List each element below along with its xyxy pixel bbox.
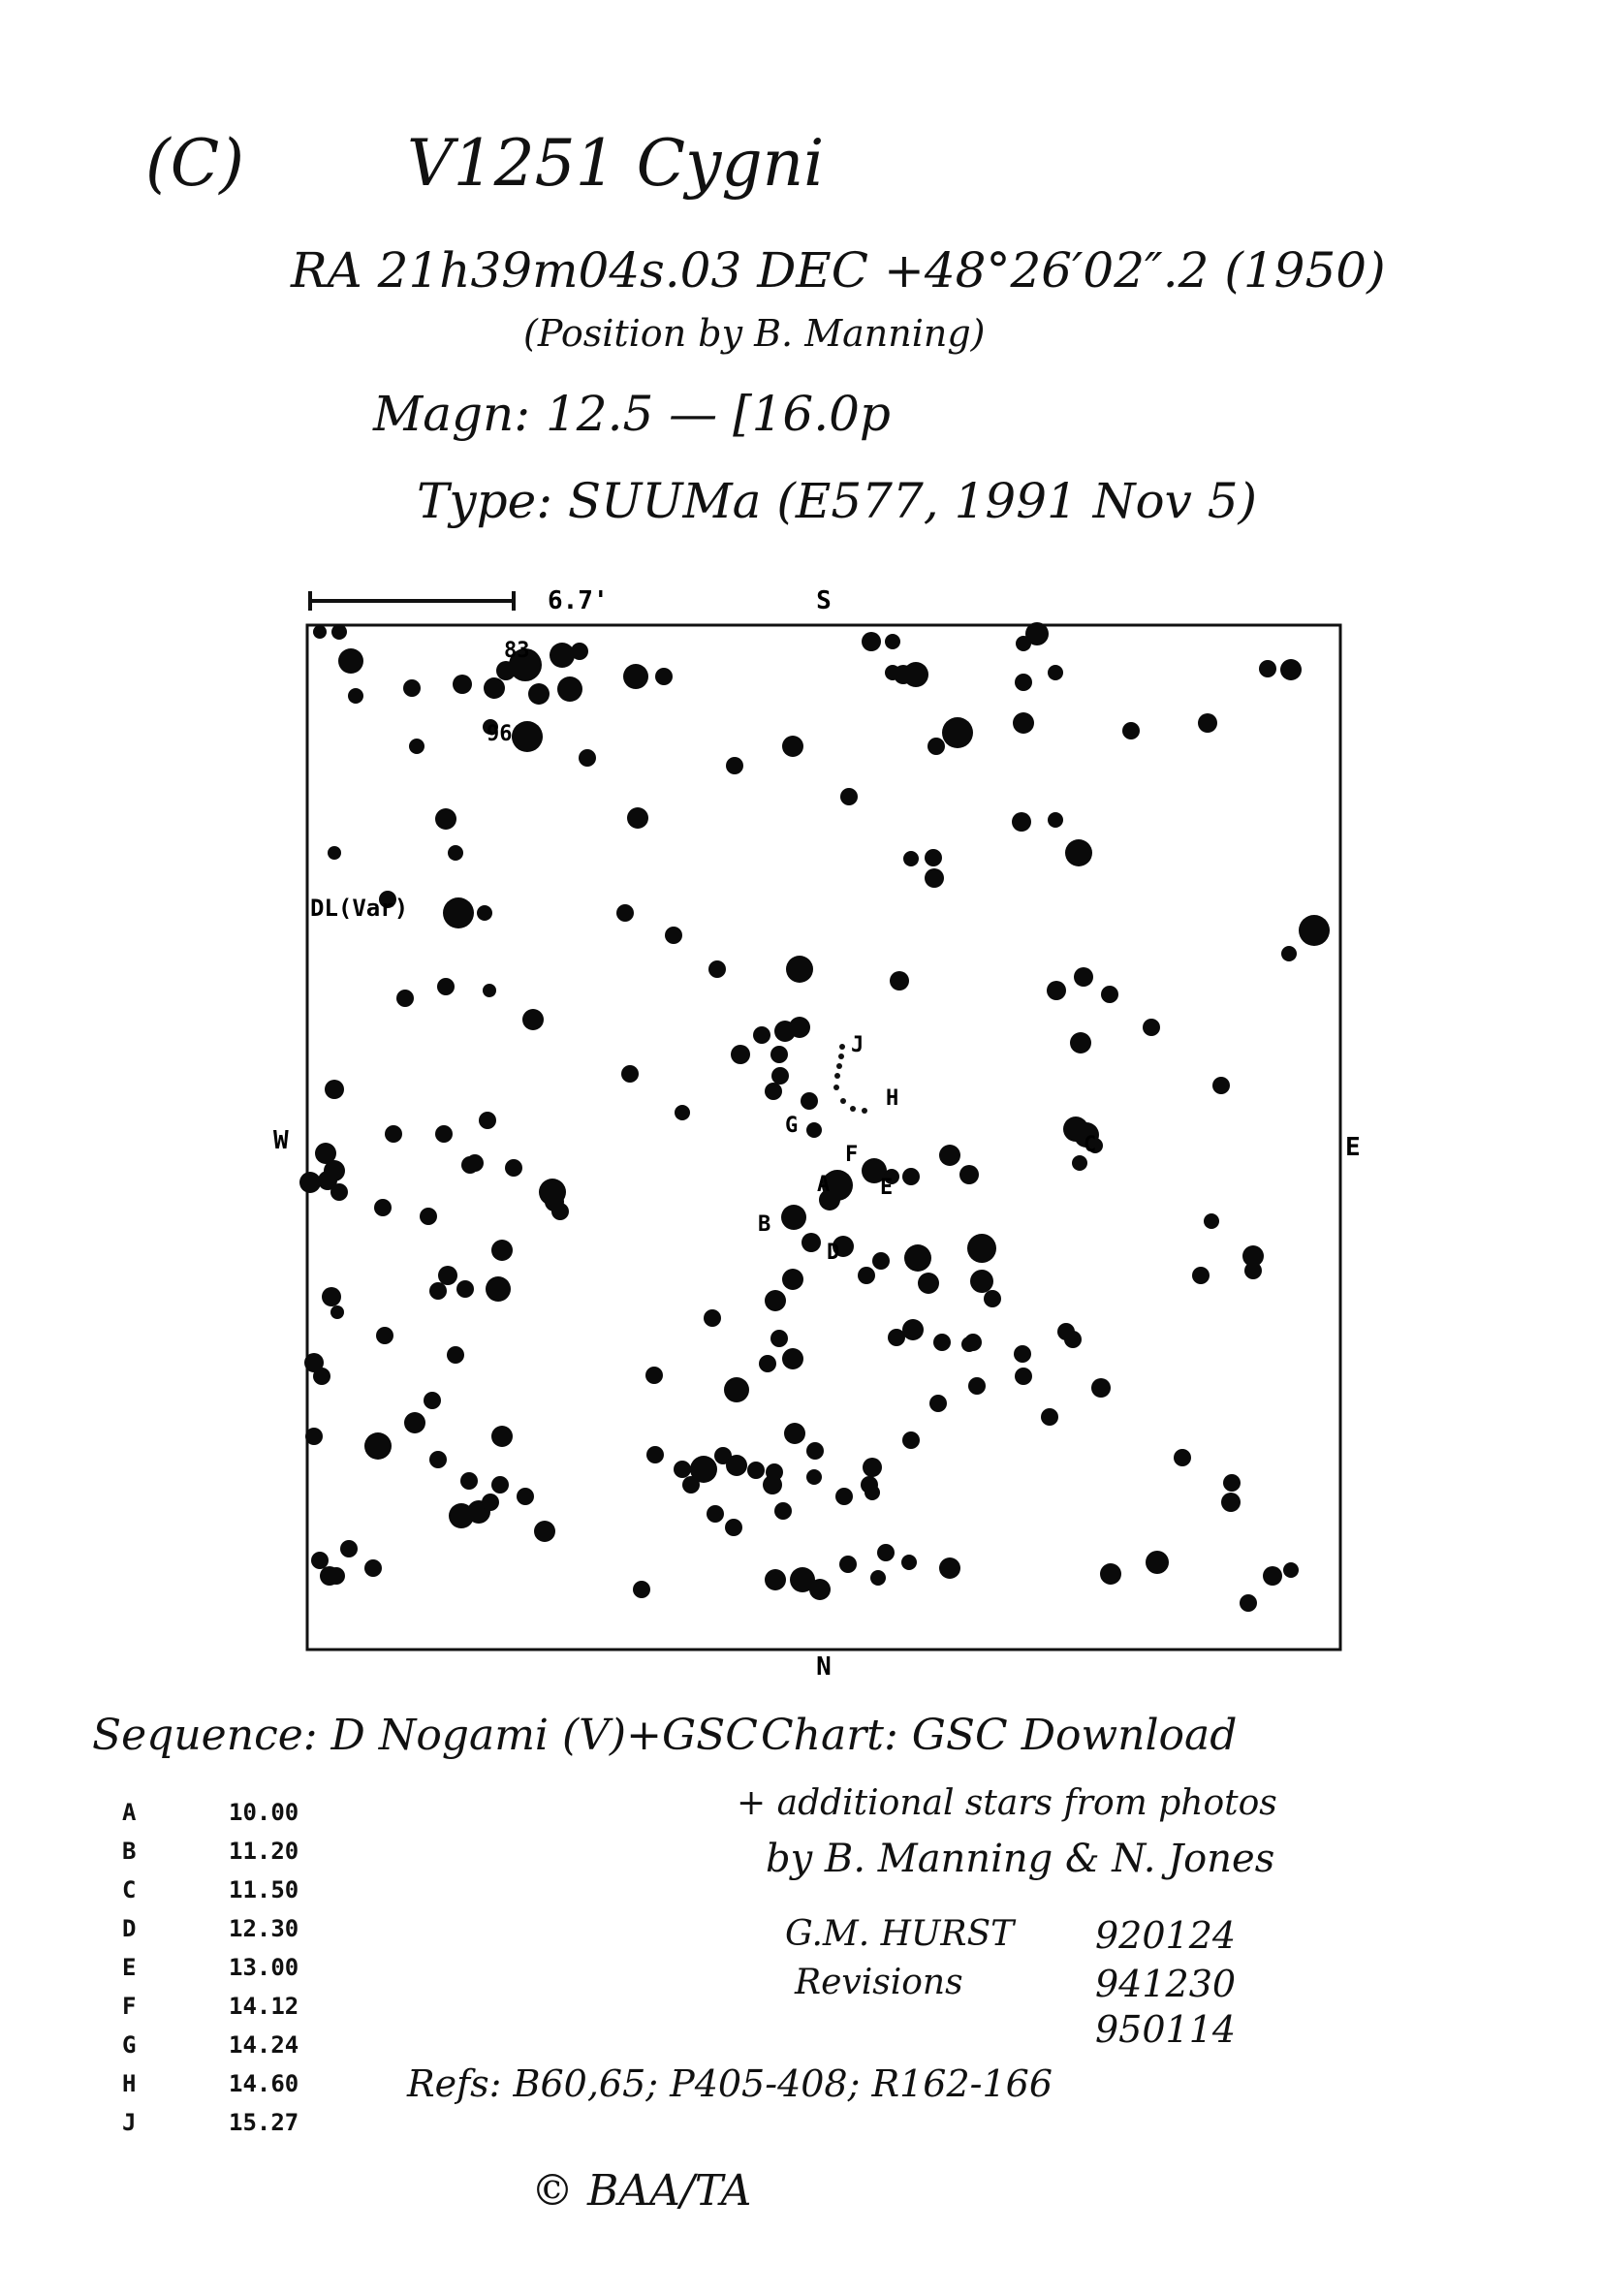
star-dot: [364, 1559, 382, 1577]
star-dot: [675, 1105, 690, 1120]
star-dot: [770, 1046, 788, 1063]
star-dot: [522, 1009, 544, 1030]
star-dot: [802, 1233, 821, 1252]
star-dot: [806, 1122, 822, 1138]
sequence-letter: D: [122, 1915, 137, 1942]
compiler-name: G.M. HURST: [785, 1914, 1015, 1954]
star-dot: [927, 738, 945, 755]
star-dot: [348, 688, 363, 704]
star-dot: [862, 632, 881, 651]
star-dot: [1143, 1019, 1160, 1036]
star-dot: [1012, 812, 1031, 832]
star-dot: [456, 1280, 474, 1298]
revision-date: 950114: [1095, 2008, 1237, 2051]
star-dot: [782, 736, 803, 757]
star-dot: [1100, 1563, 1121, 1585]
star-dot: [665, 927, 682, 944]
star-dot: [338, 648, 363, 674]
star-dot: [313, 625, 327, 639]
star-dot: [505, 1159, 522, 1177]
star-dot: [299, 1172, 321, 1193]
star-dot: [385, 1125, 402, 1143]
star-dot: [328, 846, 341, 860]
star-dot: [961, 1337, 977, 1352]
star-dot: [1015, 1368, 1032, 1385]
star-dot: [491, 1240, 513, 1261]
star-dot: [633, 1581, 650, 1598]
track-dot: [850, 1106, 856, 1112]
direction-right: E: [1345, 1133, 1361, 1162]
star-dot: [1174, 1449, 1191, 1466]
star-title: V1251 Cygni: [407, 126, 825, 201]
chart-source: Chart: GSC Download: [761, 1711, 1238, 1760]
track-dot: [833, 1085, 839, 1090]
star-dot: [409, 739, 424, 754]
star-dot: [967, 1234, 996, 1263]
star-dot: [1013, 712, 1034, 734]
star-dot: [571, 643, 588, 660]
star-dot: [903, 851, 919, 866]
star-dot: [789, 1017, 810, 1038]
star-dot: [1221, 1493, 1241, 1512]
star-dot: [763, 1475, 782, 1494]
chart-source-note: + additional stars from photos: [737, 1783, 1277, 1823]
star-dot: [551, 1203, 569, 1220]
star-label-b: B: [758, 1212, 771, 1237]
star-dot: [970, 1270, 993, 1293]
star-dot: [621, 1065, 639, 1083]
star-dot: [933, 1334, 951, 1351]
star-dot: [1064, 1331, 1082, 1348]
star-dot: [786, 956, 813, 983]
star-dot: [801, 1092, 818, 1110]
sequence-letter: H: [122, 2070, 137, 2097]
star-dot: [770, 1330, 788, 1347]
star-dot: [726, 1455, 747, 1476]
star-dot: [1074, 967, 1093, 987]
star-dot: [424, 1392, 441, 1409]
copyright: © BAA/TA: [531, 2166, 752, 2216]
track-dot: [862, 1108, 867, 1114]
star-dot: [1122, 722, 1140, 739]
star-dot: [517, 1488, 534, 1505]
star-dot: [646, 1446, 664, 1463]
star-dot: [1299, 915, 1330, 946]
sequence-magnitude: 12.30: [229, 1915, 299, 1942]
star-dot: [753, 1026, 770, 1044]
star-dot: [1041, 1408, 1058, 1426]
track-dot: [834, 1073, 840, 1079]
star-dot: [1070, 1032, 1091, 1054]
star-dot: [726, 757, 743, 774]
star-dot: [579, 749, 596, 767]
star-label-d: D: [827, 1241, 840, 1265]
star-label-g: G: [785, 1114, 799, 1138]
star-dot: [939, 1145, 960, 1166]
star-dot: [429, 1451, 447, 1468]
star-dot: [512, 721, 543, 752]
star-dot: [674, 1461, 691, 1478]
star-dot: [313, 1368, 330, 1385]
star-dot: [443, 897, 474, 928]
sequence-magnitude: 11.50: [229, 1876, 299, 1903]
star-dot: [340, 1540, 358, 1557]
direction-bottom: N: [816, 1652, 832, 1682]
sequence-magnitude: 14.12: [229, 1993, 299, 2020]
star-dot: [872, 1252, 890, 1270]
star-dot: [486, 1276, 511, 1302]
chart-label: (C): [145, 126, 244, 201]
sequence-letter: B: [122, 1838, 137, 1865]
star-dot: [902, 1431, 920, 1449]
star-dot: [942, 717, 973, 748]
star-dot: [690, 1456, 717, 1483]
star-dot: [623, 664, 648, 689]
star-dot: [376, 1327, 393, 1344]
track-dot: [838, 1054, 844, 1059]
star-dot: [1015, 674, 1032, 691]
sequence-letter: E: [122, 1954, 137, 1981]
star-field: [299, 622, 1330, 1612]
star-dot: [806, 1469, 822, 1485]
star-dot: [364, 1432, 392, 1460]
star-dot: [453, 675, 472, 694]
star-dot: [771, 1067, 789, 1085]
star-dot: [1091, 1378, 1111, 1398]
star-dot: [325, 1080, 344, 1099]
star-label-a: A: [817, 1173, 831, 1197]
star-dot: [447, 1346, 464, 1364]
star-dot: [1198, 713, 1217, 733]
star-dot: [1101, 986, 1118, 1003]
star-dot: [724, 1377, 749, 1402]
star-dot: [534, 1521, 555, 1542]
sequence-magnitude: 14.60: [229, 2070, 299, 2097]
star-dot: [782, 1269, 803, 1290]
star-dot: [420, 1208, 437, 1225]
star-dot: [322, 1287, 341, 1306]
star-dot: [925, 868, 944, 888]
star-dot: [782, 1348, 803, 1369]
star-dot: [616, 904, 634, 922]
track-dot: [840, 1098, 846, 1104]
star-chart: [271, 572, 1376, 1686]
star-dot: [901, 1555, 917, 1570]
star-dot: [330, 1183, 348, 1201]
star-dot: [550, 643, 575, 668]
star-dot: [396, 990, 414, 1007]
chart-frame: [307, 625, 1340, 1650]
star-dot: [1280, 659, 1302, 680]
star-dot: [1223, 1474, 1241, 1492]
star-dot: [918, 1273, 939, 1294]
star-dot: [929, 1395, 947, 1412]
variable-type: Type: SUUMa (E577, 1991 Nov 5): [417, 473, 1258, 529]
star-dot: [1065, 839, 1092, 866]
star-dot: [482, 1494, 499, 1511]
compiler-date: 920124: [1095, 1914, 1237, 1957]
star-dot: [968, 1377, 986, 1395]
star-dot: [483, 984, 496, 997]
star-dot: [1192, 1267, 1210, 1284]
scale-label: 6.7': [548, 586, 609, 615]
star-dot: [461, 1156, 479, 1174]
revisions-label: Revisions: [795, 1963, 963, 2002]
track-dot: [836, 1063, 842, 1069]
star-dot: [331, 624, 347, 640]
star-dot: [784, 1423, 805, 1444]
star-dot: [888, 1329, 905, 1346]
star-dot: [1281, 946, 1297, 961]
star-dot: [890, 971, 909, 991]
star-dot: [731, 1045, 750, 1064]
star-label-dl-var: DL(Var): [310, 895, 409, 922]
star-dot: [557, 676, 582, 702]
star-label-j: J: [851, 1033, 864, 1057]
star-dot: [1212, 1077, 1230, 1094]
star-dot: [765, 1569, 786, 1590]
star-dot: [925, 849, 942, 866]
star-dot: [1014, 1345, 1031, 1363]
star-dot: [1244, 1262, 1262, 1279]
sequence-letter: F: [122, 1993, 137, 2020]
star-dot: [835, 1488, 853, 1505]
star-dot: [870, 1570, 886, 1586]
sequence-magnitude: 11.20: [229, 1838, 299, 1865]
star-dot: [627, 807, 648, 829]
star-dot: [809, 1579, 831, 1600]
star-dot: [747, 1462, 765, 1479]
star-dot: [645, 1367, 663, 1384]
star-dot: [725, 1519, 742, 1536]
sequence-magnitude: 15.27: [229, 2109, 299, 2136]
sequence-magnitude: 14.24: [229, 2031, 299, 2059]
star-dot: [765, 1083, 782, 1100]
star-dot: [1204, 1213, 1219, 1229]
star-dot: [939, 1557, 960, 1579]
star-dot: [484, 677, 505, 699]
star-label-f: F: [845, 1143, 859, 1167]
star-dot: [491, 1476, 509, 1494]
star-dot: [984, 1290, 1001, 1307]
star-dot: [460, 1472, 478, 1490]
star-dot: [759, 1355, 776, 1372]
star-label-h: H: [886, 1086, 899, 1111]
star-dot: [765, 1290, 786, 1311]
references: Refs: B60,65; P405-408; R162-166: [407, 2062, 1053, 2105]
star-dot: [1048, 665, 1063, 680]
star-dot: [328, 1567, 345, 1585]
star-dot: [1240, 1594, 1257, 1612]
star-dot: [774, 1502, 792, 1520]
revision-date: 941230: [1095, 1963, 1237, 2005]
star-dot: [403, 679, 421, 697]
sequence-letter: G: [122, 2031, 137, 2059]
star-dot: [1263, 1566, 1282, 1586]
star-dot: [438, 1266, 457, 1285]
direction-left: W: [273, 1126, 289, 1155]
star-dot: [429, 1282, 447, 1300]
sequence-magnitude: 13.00: [229, 1954, 299, 1981]
sequence-letter: C: [122, 1876, 137, 1903]
chart-source-credit: by B. Manning & N. Jones: [766, 1837, 1275, 1881]
star-dot: [781, 1205, 806, 1230]
star-dot: [839, 1556, 857, 1573]
star-dot: [877, 1544, 895, 1561]
star-dot: [1072, 1155, 1087, 1171]
star-dot: [311, 1552, 329, 1569]
star-dot: [435, 1125, 453, 1143]
star-label-96: 96: [487, 722, 513, 746]
star-dot: [477, 905, 492, 921]
sequence-magnitude: 10.00: [229, 1799, 299, 1826]
star-dot: [1025, 622, 1049, 645]
star-dot: [448, 845, 463, 861]
star-dot: [708, 960, 726, 978]
star-dot: [902, 1168, 920, 1185]
magnitude-range: Magn: 12.5 — [16.0p: [373, 386, 891, 442]
star-dot: [1146, 1551, 1169, 1574]
star-dot: [903, 662, 928, 687]
star-dot: [858, 1267, 875, 1284]
star-dot: [806, 1442, 824, 1460]
direction-top: S: [816, 586, 832, 615]
star-dot: [707, 1505, 724, 1523]
star-dot: [1259, 660, 1276, 677]
star-dot: [479, 1112, 496, 1129]
sequence-letter: A: [122, 1799, 137, 1826]
star-dot: [374, 1199, 392, 1216]
star-dot: [1283, 1562, 1299, 1578]
star-dot: [655, 668, 673, 685]
star-dot: [861, 1476, 878, 1494]
star-dot: [904, 1244, 931, 1272]
star-dot: [435, 808, 456, 830]
star-dot: [704, 1309, 721, 1327]
star-dot: [404, 1412, 425, 1433]
star-dot: [863, 1458, 882, 1477]
star-dot: [1048, 812, 1063, 828]
star-dot: [528, 683, 550, 705]
star-dot: [959, 1165, 979, 1184]
star-dot: [885, 634, 900, 649]
star-dot: [305, 1428, 323, 1445]
star-dot: [902, 1319, 924, 1340]
track-dot: [839, 1044, 845, 1050]
star-dot: [1047, 981, 1066, 1000]
star-label-c: C: [1084, 1133, 1097, 1157]
star-dot: [840, 788, 858, 805]
star-dot: [330, 1305, 344, 1319]
sequence-heading: Sequence: D Nogami (V)+GSC: [92, 1711, 758, 1760]
sequence-letter: J: [122, 2109, 137, 2136]
coordinates: RA 21h39m04s.03 DEC +48°26′02″.2 (1950): [291, 242, 1386, 299]
star-dot: [437, 978, 455, 995]
star-label-83: 83: [504, 639, 530, 663]
position-credit: (Position by B. Manning): [523, 312, 986, 355]
star-dot: [491, 1426, 513, 1447]
star-label-e: E: [880, 1176, 894, 1200]
